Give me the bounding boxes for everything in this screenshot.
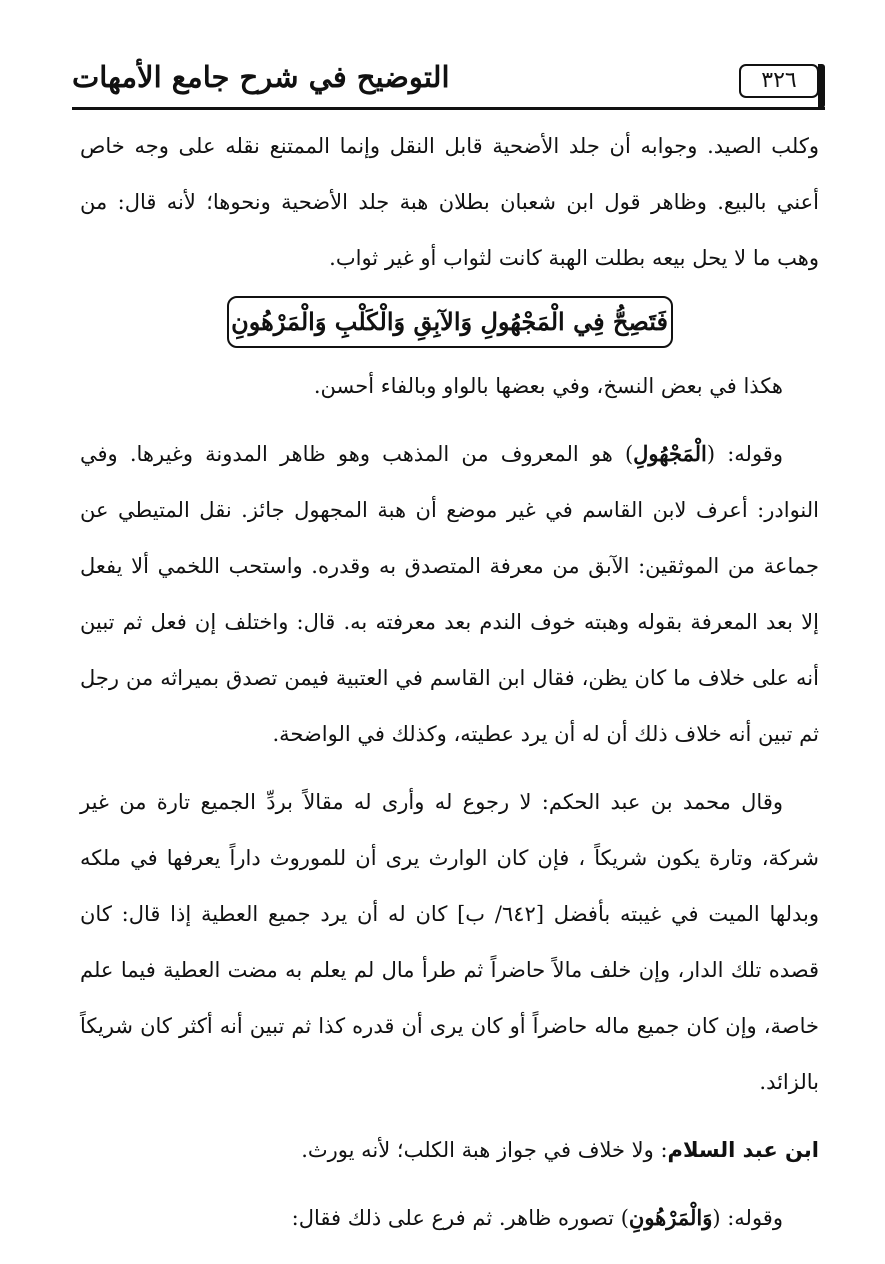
- page-header: [72, 58, 819, 112]
- paragraph-1: وكلب الصيد. وجوابه أن جلد الأضحية قابل النقل وإنما الممتنع نقله على وجه خاص أعني بالبيع. وظاهر قول ابن شعبان بطلان هبة جلد الأضحية ونحوها؛ لأنه قال: من وهب ما لا يحل بيعه بطلت الهبة كانت لثواب أو غير ثواب.: [80, 134, 819, 270]
- page-number-tab: [818, 64, 825, 108]
- book-title: التوضيح في شرح جامع الأمهات: [72, 60, 450, 94]
- section-heading: فَتَصِحُّ فِي الْمَجْهُولِ وَالآبِقِ وَالْكَلْبِ وَالْمَرْهُونِ: [227, 296, 673, 348]
- page-number: ٣٢٦: [739, 64, 819, 98]
- paragraph-6: [80, 1190, 819, 1246]
- quote-open: وقوله: (: [706, 442, 783, 466]
- paragraph-2: هكذا في بعض النسخ، وفي بعضها بالواو وبالفاء أحسن.: [313, 374, 783, 398]
- quoted-term: الْمَجْهُولِ: [633, 441, 707, 466]
- quoted-term: وَالْمَرْهُونِ: [628, 1205, 713, 1230]
- scholar-name: ابن عبد السلام: [667, 1138, 819, 1162]
- paragraph-6-text: ) تصوره ظاهر. ثم فرع على ذلك فقال:: [291, 1206, 629, 1230]
- quote-open: وقوله: (: [712, 1206, 783, 1230]
- paragraph-3: [80, 426, 819, 762]
- header-rule: [72, 107, 825, 110]
- paragraph-4: وقال محمد بن عبد الحكم: لا رجوع له وأرى له مقالاً بردِّ الجميع تارة من غير شركة، وتارة يكون شريكاً ، فإن كان الوارث يرى أن للموروث داراً يعرفها في ملكه وبدلها الميت في غيبته بأفضل [٦٤٢/ ب] كان له أن يرد جميع العطية إذا قال: كان قصده تلك الدار، وإن خلف مالاً حاضراً ثم طرأ مال لم يعلم به مضت العطية فيما علم خاصة، وإن كان جميع ماله حاضراً أو كان يرى أن قدره كذا ثم تبين أنه أكثر كان شريكاً بالزائد.: [80, 790, 819, 1094]
- paragraph-3-text: ) هو المعروف من المذهب وهو ظاهر المدونة وغيرها. وفي النوادر: أعرف لابن القاسم في غير موضع أن هبة المجهول جائز. نقل المتيطي عن جماعة من الموثقين: الآبق من معرفة المتصدق به وقدره. واستحب اللخمي ألا يفعل إلا بعد المعرفة بقوله وهبته خوف الندم بعد معرفته به. قال: واختلف إن فعل ثم تبين أنه على خلاف ما كان يظن، فقال ابن القاسم في العتبية فيمن تصدق بميراثه من رجل ثم تبين أنه خلاف ذلك أن له أن يرد عطيته، وكذلك في الواضحة.: [80, 442, 819, 746]
- paragraph-5: [80, 1122, 819, 1178]
- paragraph-5-text: : ولا خلاف في جواز هبة الكلب؛ لأنه يورث.: [301, 1138, 668, 1162]
- page-body: [80, 118, 819, 1246]
